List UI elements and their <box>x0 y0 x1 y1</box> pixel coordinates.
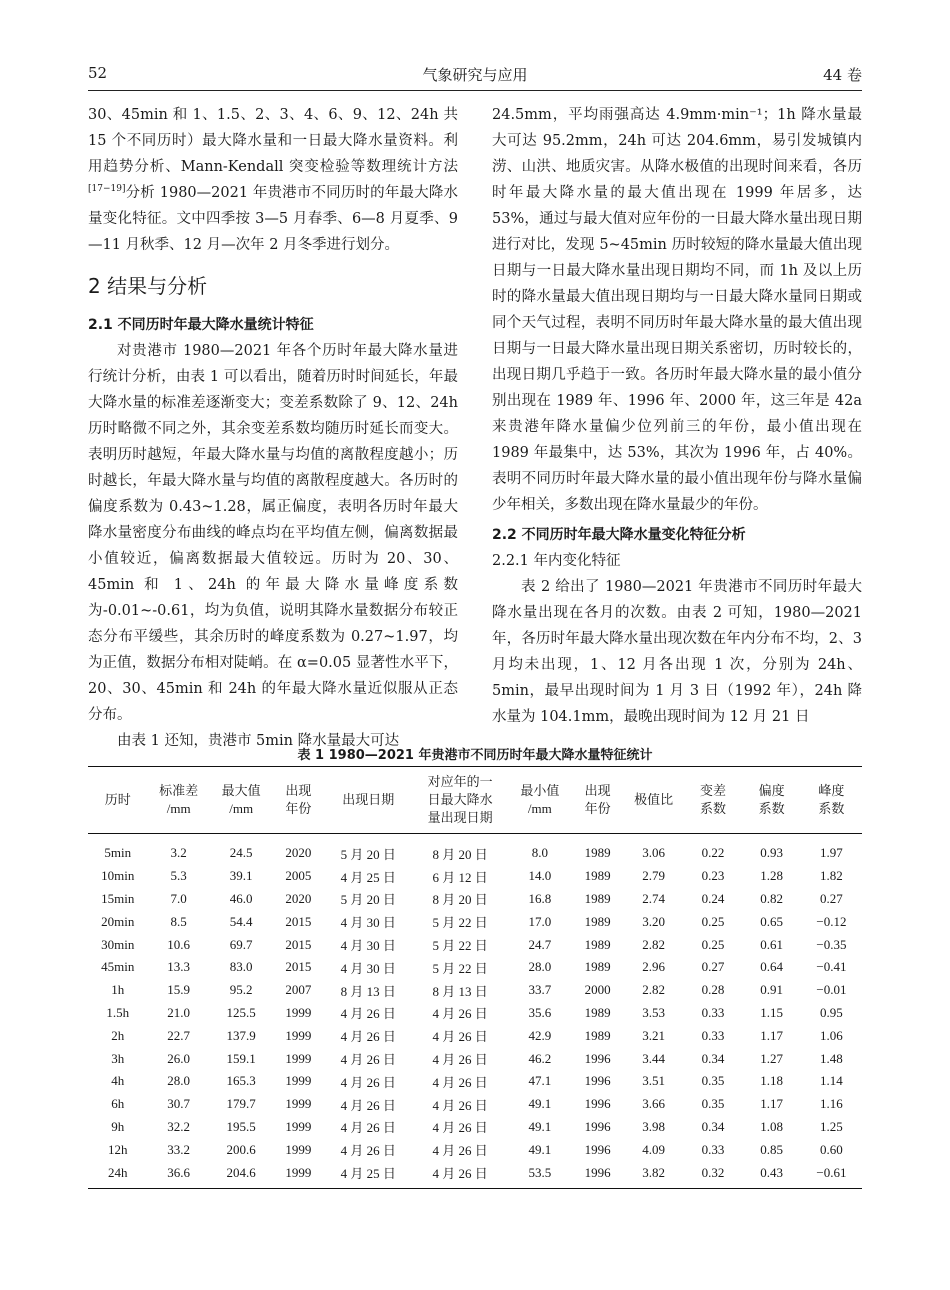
table-cell: 30.7 <box>167 1096 191 1112</box>
table-cell: 4.09 <box>642 1141 665 1157</box>
table-cell: 0.61 <box>760 936 783 952</box>
page-header <box>88 64 862 86</box>
table-cell: 0.35 <box>701 1073 725 1089</box>
journal-title: 气象研究与应用 <box>422 66 528 84</box>
paragraph: 表 2 给出了 1980—2021 年贵港市不同历时年最大降水量出现在各月的次数。由表 2 可知，1980—2021 年，各历时年最大降水量出现次数在年内分布不均，2、3 月均未出现，1、12 月各出现 1 次，分别为 24h、5min，最早出现时间为 1 月 3 日（1992 年），24h 降水量为 104.1mm，最晚出现时间为 12 月 21 日 <box>492 579 862 725</box>
table-cell: 20min <box>101 913 135 929</box>
table-cell: 1999 <box>273 1161 325 1188</box>
column-header: 最小值 /mm <box>508 767 572 834</box>
table-cell: 1.82 <box>820 868 843 884</box>
table-cell: −0.35 <box>816 936 847 952</box>
table-cell: 5 月 20 日 <box>340 846 396 862</box>
table-cell: 9h <box>111 1118 125 1134</box>
paragraph: 30、45min 和 1、1.5、2、3、4、6、9、12、24h 共 15 个不同历时）最大降水量和一日最大降水量资料。利用趋势分析、Mann-Kendall 突变检验等数理统计方法[17−19]分析 1980—2021 年贵港市不同历时的年最大降水量变化特征。文中四季按 3—5 月春季、6—8 月夏季、9—11 月秋季、12 月—次年 2 月冬季进行划分。 <box>88 107 458 253</box>
table-cell: 8.5 <box>170 913 187 929</box>
table-cell: 8 月 13 日 <box>340 983 396 999</box>
table-cell: 4 月 26 日 <box>432 1029 488 1045</box>
table-cell: −0.12 <box>816 913 847 929</box>
table-cell: 4 月 26 日 <box>340 1052 396 1068</box>
table-cell: 4 月 26 日 <box>412 1161 507 1188</box>
column-header: 对应年的一 日最大降水 量出现日期 <box>412 767 507 834</box>
table-cell: 1.28 <box>760 868 783 884</box>
table-cell: 95.2 <box>229 982 253 998</box>
table-body <box>88 834 862 1189</box>
table-cell: −0.41 <box>816 959 847 975</box>
table-cell: 0.93 <box>760 845 783 861</box>
table-cell: 5 月 22 日 <box>432 938 488 954</box>
table-cell: 2.74 <box>642 890 665 906</box>
table-cell: 8 月 20 日 <box>432 846 488 862</box>
table-cell: 3.98 <box>642 1118 665 1134</box>
table-cell: 33.2 <box>167 1141 191 1157</box>
table-cell: 1.06 <box>820 1027 843 1043</box>
table-cell: 0.65 <box>760 913 783 929</box>
table-cell: 47.1 <box>528 1073 552 1089</box>
table-cell: 28.0 <box>528 959 552 975</box>
table-cell: 1.25 <box>820 1118 843 1134</box>
table-cell: 33.7 <box>528 982 552 998</box>
table-cell: 28.0 <box>167 1073 191 1089</box>
table-cell: 2.82 <box>642 936 665 952</box>
table-cell: 24.7 <box>528 936 552 952</box>
table-cell: 10min <box>101 868 135 884</box>
table-cell: 1999 <box>285 1141 312 1157</box>
table-cell: 2.82 <box>642 982 665 998</box>
table-cell: 4 月 30 日 <box>340 938 396 954</box>
table-cell: 6 月 12 日 <box>432 869 488 885</box>
table-cell: 1.18 <box>760 1073 783 1089</box>
table-cell: 0.27 <box>820 890 843 906</box>
table-cell: 3.53 <box>642 1004 665 1020</box>
table-cell: 195.5 <box>226 1118 256 1134</box>
table-cell: 4h <box>111 1073 125 1089</box>
table-cell: 1996 <box>584 1050 611 1066</box>
table-cell: 30min <box>101 936 135 952</box>
volume-label: 44 卷 <box>823 66 862 84</box>
paragraph: 对贵港市 1980—2021 年各个历时年最大降水量进行统计分析，由表 1 可以看出，随着历时时间延长，年最大降水量的标准差逐渐变大；变差系数除了 9、12、24h 历时略微不同之外，其余变差系数均随历时延长而变大。表明历时越短，年最大降水量与均值的离散程度越小；历时越长，年最大降水量与均值的离散程度越大。各历时的偏度系数为 0.43~1.28，属正偏度，表明各历时年最大降水量密度分布曲线的峰点均在平均值左侧，偏离数据最小值较近，偏离数据最大值较远。历时为 20、30、45min 和 1、24h 的年最大降水量峰度系数为-0.01~-0.61，均为负值，说明其降水量数据分布较正态分布平缓些，其余历时的峰度系数为 0.27~1.97，均为正值，数据分布相对陡峭。在 α=0.05 显著性水平下，20、30、45min 和 24h 的年最大降水量近似服从正态分布。 <box>88 343 458 723</box>
table-cell: 1.08 <box>760 1118 783 1134</box>
table-cell: 4 月 26 日 <box>340 1097 396 1113</box>
table-header-row <box>88 767 862 834</box>
table-cell: 42.9 <box>528 1027 552 1043</box>
table-row <box>88 834 862 865</box>
table-cell: 2000 <box>584 982 611 998</box>
table-cell: 39.1 <box>229 868 253 884</box>
table-row <box>88 1116 862 1139</box>
table-cell: 0.33 <box>701 1141 725 1157</box>
table-cell: 4 月 26 日 <box>432 1052 488 1068</box>
table-cell: 3.66 <box>642 1096 665 1112</box>
table-cell: 3.82 <box>623 1161 683 1188</box>
table-cell: 200.6 <box>226 1141 256 1157</box>
table-cell: 4 月 26 日 <box>432 1120 488 1136</box>
table-cell: 0.33 <box>701 1027 725 1043</box>
table-cell: 4 月 26 日 <box>340 1006 396 1022</box>
table-cell: 1996 <box>584 1073 611 1089</box>
table-cell: 7.0 <box>170 890 187 906</box>
statistics-table <box>88 766 862 1189</box>
table-cell: 69.7 <box>229 936 253 952</box>
table-cell: 1999 <box>285 1027 312 1043</box>
citation: [17−19] <box>88 184 126 195</box>
table-cell: 1989 <box>584 913 611 929</box>
table-cell: 10.6 <box>167 936 191 952</box>
table-cell: 49.1 <box>528 1096 552 1112</box>
table-cell: 6h <box>111 1096 125 1112</box>
left-column <box>88 102 458 754</box>
table-cell: 1.17 <box>760 1027 783 1043</box>
table-cell: 12h <box>108 1141 128 1157</box>
table-row <box>88 933 862 956</box>
table-cell: 4 月 30 日 <box>340 960 396 976</box>
table-cell: 2.79 <box>642 868 665 884</box>
table-row <box>88 910 862 933</box>
right-column <box>492 102 862 730</box>
table-cell: 21.0 <box>167 1004 191 1020</box>
table-cell: 0.43 <box>742 1161 801 1188</box>
table-cell: −0.01 <box>816 982 847 998</box>
table-cell: 125.5 <box>226 1004 256 1020</box>
table-row <box>88 1002 862 1025</box>
table-cell: 13.3 <box>167 959 191 975</box>
table-cell: 49.1 <box>528 1118 552 1134</box>
column-header: 出现日期 <box>324 767 412 834</box>
table-cell: 1989 <box>584 868 611 884</box>
table-cell: 36.6 <box>148 1161 210 1188</box>
table-cell: 2.96 <box>642 959 665 975</box>
table-cell: 1996 <box>584 1118 611 1134</box>
table-cell: 0.33 <box>701 1004 725 1020</box>
table-cell: 26.0 <box>167 1050 191 1066</box>
table-cell: 0.27 <box>701 959 725 975</box>
table-cell: 4 月 25 日 <box>324 1161 412 1188</box>
table-caption: 表 1 1980—2021 年贵港市不同历时年最大降水量特征统计 <box>297 748 653 763</box>
table-cell: 2005 <box>285 868 312 884</box>
table-cell: 15.9 <box>167 982 191 998</box>
table-cell: 5min <box>104 845 132 861</box>
table-cell: 5 月 22 日 <box>432 915 488 931</box>
table-cell: 5 月 22 日 <box>432 960 488 976</box>
table-cell: 0.28 <box>701 982 725 998</box>
table-cell: 46.2 <box>528 1050 552 1066</box>
header-rule <box>88 90 862 91</box>
table-cell: 1996 <box>584 1096 611 1112</box>
table-cell: 3.51 <box>642 1073 665 1089</box>
table-cell: 2015 <box>285 959 312 975</box>
table-cell: 32.2 <box>167 1118 191 1134</box>
table-cell: 15min <box>101 890 135 906</box>
table-cell: 4 月 25 日 <box>340 869 396 885</box>
table-row <box>88 1024 862 1047</box>
page-number: 52 <box>88 64 108 82</box>
subsubsection-heading: 2.2.1 年内变化特征 <box>492 553 621 569</box>
table-cell: 14.0 <box>528 868 552 884</box>
table-cell: 3.06 <box>642 845 665 861</box>
table-cell: 0.60 <box>820 1141 843 1157</box>
subsection-heading: 2.1 不同历时年最大降水量统计特征 <box>88 317 314 333</box>
table-cell: 4 月 26 日 <box>432 1097 488 1113</box>
table-cell: 0.64 <box>760 959 783 975</box>
table-cell: 1999 <box>285 1118 312 1134</box>
table-row <box>88 888 862 911</box>
table-cell: 1989 <box>584 936 611 952</box>
table-row <box>88 1138 862 1161</box>
table-cell: 1.27 <box>760 1050 783 1066</box>
table-cell: 1h <box>111 982 125 998</box>
table-cell: 17.0 <box>528 913 552 929</box>
table-cell: 3.20 <box>642 913 665 929</box>
table-cell: 8 月 13 日 <box>432 983 488 999</box>
table-cell: 4 月 26 日 <box>340 1074 396 1090</box>
table-cell: 16.8 <box>528 890 552 906</box>
table-cell: 0.95 <box>820 1004 843 1020</box>
table-cell: 0.82 <box>760 890 783 906</box>
table-cell: 1989 <box>584 845 611 861</box>
section-heading: 2 结果与分析 <box>88 274 208 298</box>
column-header: 出现 年份 <box>572 767 624 834</box>
table-row <box>88 1070 862 1093</box>
table-cell: 0.34 <box>701 1050 725 1066</box>
column-header: 标准差 /mm <box>148 767 210 834</box>
table-cell: 35.6 <box>528 1004 552 1020</box>
table-cell: 0.85 <box>760 1141 783 1157</box>
paragraph: 24.5mm，平均雨强高达 4.9mm·min⁻¹；1h 降水量最大可达 95.2mm，24h 可达 204.6mm，易引发城镇内涝、山洪、地质灾害。从降水极值的出现时间来看，各历时年最大降水量的最大值出现在 1999 年居多，达 53%，通过与最大值对应年份的一日最大降水量出现日期进行对比，发现 5~45min 历时较短的降水量最大值出现日期与一日最大降水量出现日期均不同，而 1h 及以上历时的降水量最大值出现日期均与一日最大降水量同日期或同个天气过程，表明不同历时年最大降水量的最大值出现日期与一日最大降水量出现日期关系密切，历时较长的，出现日期几乎趋于一致。各历时年最大降水量的最小值分别出现在 1989 年、1996 年、2000 年，这三年是 42a 来贵港年降水量偏少位列前三的年份，最小值出现在 1989 年最集中，达 53%，其次为 1996 年，占 40%。表明不同历时年最大降水量的最小值出现年份与降水量偏少年相关，多数出现在降水量最少的年份。 <box>492 107 862 513</box>
table-cell: 1.5h <box>106 1004 130 1020</box>
table-cell: 54.4 <box>229 913 253 929</box>
table-cell: 204.6 <box>210 1161 273 1188</box>
table-cell: 0.35 <box>701 1096 725 1112</box>
table-cell: 1999 <box>285 1096 312 1112</box>
table-cell: 1996 <box>572 1161 624 1188</box>
table-cell: 2015 <box>285 936 312 952</box>
table-cell: 4 月 26 日 <box>432 1143 488 1159</box>
column-header: 极值比 <box>623 767 683 834</box>
table-cell: 83.0 <box>229 959 253 975</box>
table-row <box>88 865 862 888</box>
table-cell: 1.48 <box>820 1050 843 1066</box>
table-cell: 2h <box>111 1027 125 1043</box>
table-cell: 179.7 <box>226 1096 256 1112</box>
table-row <box>88 956 862 979</box>
table-cell: 24.5 <box>229 845 253 861</box>
table-cell: 45min <box>101 959 135 975</box>
table-cell: 1989 <box>584 1027 611 1043</box>
table-cell: 4 月 26 日 <box>340 1029 396 1045</box>
column-header: 偏度 系数 <box>742 767 801 834</box>
table-cell: 2020 <box>285 890 312 906</box>
table-cell: 2015 <box>285 913 312 929</box>
column-header: 最大值 /mm <box>210 767 273 834</box>
table-cell: 0.23 <box>701 868 725 884</box>
table-cell: 0.25 <box>701 913 725 929</box>
table-cell: 22.7 <box>167 1027 191 1043</box>
table-cell: 4 月 26 日 <box>340 1143 396 1159</box>
table-cell: 4 月 26 日 <box>432 1074 488 1090</box>
table-cell: 5.3 <box>170 868 187 884</box>
table-cell: 159.1 <box>226 1050 256 1066</box>
table-cell: 3.21 <box>642 1027 665 1043</box>
table-cell: 1.14 <box>820 1073 843 1089</box>
paragraph: 由表 1 还知，贵港市 5min 降水量最大可达 <box>117 733 400 749</box>
table-cell: 4 月 26 日 <box>340 1120 396 1136</box>
table-row <box>88 979 862 1002</box>
table-cell: 8 月 20 日 <box>432 892 488 908</box>
table-cell: 0.22 <box>701 845 725 861</box>
table-cell: 53.5 <box>508 1161 572 1188</box>
column-header: 出现 年份 <box>273 767 325 834</box>
table-cell: 24h <box>88 1161 148 1188</box>
table-cell: 165.3 <box>226 1073 256 1089</box>
subsection-heading: 2.2 不同历时年最大降水量变化特征分析 <box>492 527 746 543</box>
table-cell: 0.25 <box>701 936 725 952</box>
column-header: 峰度 系数 <box>801 767 862 834</box>
table-cell: 0.24 <box>701 890 725 906</box>
table-cell: 137.9 <box>226 1027 256 1043</box>
column-header: 历时 <box>88 767 148 834</box>
table-cell: 3.2 <box>170 845 187 861</box>
table-cell: 49.1 <box>528 1141 552 1157</box>
table-cell: 0.91 <box>760 982 783 998</box>
table-row <box>88 1093 862 1116</box>
table-cell: 1999 <box>285 1073 312 1089</box>
table-cell: 4 月 30 日 <box>340 915 396 931</box>
table-cell: 1989 <box>584 890 611 906</box>
table-row <box>88 1161 862 1188</box>
table-cell: 1.15 <box>760 1004 783 1020</box>
table-cell: 1.97 <box>820 845 843 861</box>
table-cell: 1.17 <box>760 1096 783 1112</box>
table-cell: −0.61 <box>801 1161 862 1188</box>
table-cell: 1996 <box>584 1141 611 1157</box>
table-cell: 1999 <box>285 1050 312 1066</box>
table-cell: 46.0 <box>229 890 253 906</box>
table-cell: 3.44 <box>642 1050 665 1066</box>
table-cell: 0.34 <box>701 1118 725 1134</box>
table-cell: 4 月 26 日 <box>432 1006 488 1022</box>
table-cell: 1.16 <box>820 1096 843 1112</box>
table-cell: 3h <box>111 1050 125 1066</box>
table-cell: 1999 <box>285 1004 312 1020</box>
table-cell: 8.0 <box>531 845 548 861</box>
table-cell: 2007 <box>285 982 312 998</box>
table-cell: 2020 <box>285 845 312 861</box>
table-cell: 1989 <box>584 1004 611 1020</box>
table-cell: 5 月 20 日 <box>340 892 396 908</box>
column-header: 变差 系数 <box>684 767 743 834</box>
table-cell: 0.32 <box>684 1161 743 1188</box>
table-cell: 1989 <box>584 959 611 975</box>
table-row <box>88 1047 862 1070</box>
